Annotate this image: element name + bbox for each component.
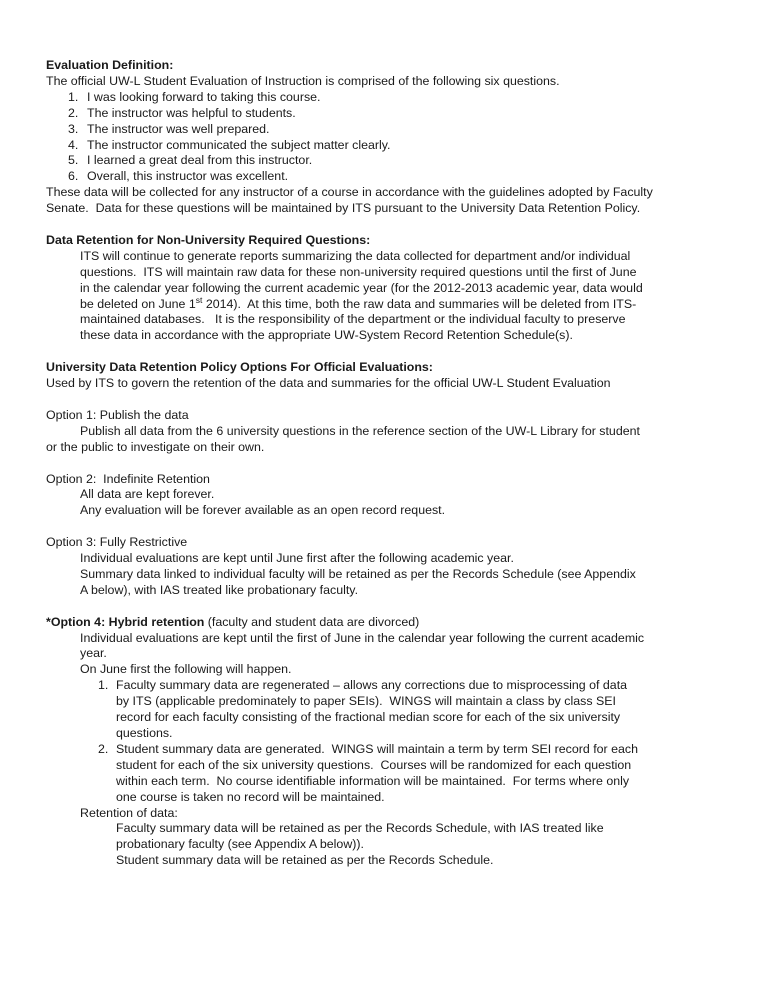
option-3-title [0, 535, 768, 551]
text-line [0, 631, 768, 647]
text-line [0, 774, 768, 790]
text-run: within each term. No course identifiable information will be maintained. For terms where only [116, 773, 630, 788]
text-run: questions. [116, 725, 173, 740]
option-4-title [0, 615, 768, 631]
text-run: these data in accordance with the appropriate UW-System Record Retention Schedule(s). [80, 328, 573, 343]
text-run: Option 1: Publish the data [46, 407, 189, 422]
text-run: 2014). At this time, both the raw data and summaries will be deleted from ITS- [202, 296, 637, 311]
list-number: 3. [68, 121, 79, 136]
question-item [0, 90, 768, 106]
text-run: Any evaluation will be forever available as an open record request. [80, 503, 446, 518]
text-run: I learned a great deal from this instructor. [87, 153, 313, 168]
text-run: probationary faculty (see Appendix A below)). [116, 837, 364, 852]
text-run: The official UW-L Student Evaluation of Instruction is comprised of the following six questions. [46, 73, 560, 88]
retention-of-data-label [0, 806, 768, 822]
text-run: Faculty summary data are regenerated – allows any corrections due to misprocessing of data [116, 678, 628, 693]
blank-line [0, 217, 768, 233]
text-run: one course is taken no record will be maintained. [116, 789, 385, 804]
text-run: Senate. Data for these questions will be maintained by ITS pursuant to the University Data Retention Policy. [46, 201, 641, 216]
text-run: All data are kept forever. [80, 487, 215, 502]
text-line [0, 821, 768, 837]
text-run: I was looking forward to taking this course. [87, 89, 321, 104]
june-first-item [0, 678, 768, 694]
text-line [0, 440, 768, 456]
text-line [0, 567, 768, 583]
blank-line [0, 392, 768, 408]
text-run: Individual evaluations are kept until June first after the following academic year. [80, 551, 514, 566]
heading-data-retention-non-university [0, 233, 768, 249]
text-run: be deleted on June 1 [80, 296, 196, 311]
text-line [0, 328, 768, 344]
text-run: Student summary data will be retained as per the Records Schedule. [116, 853, 494, 868]
text-run: The instructor communicated the subject matter clearly. [87, 137, 391, 152]
list-number: 1. [98, 678, 109, 693]
text-line [0, 294, 768, 313]
text-line [0, 185, 768, 201]
option-1-title [0, 408, 768, 424]
june-first-item [0, 742, 768, 758]
text-run: record for each faculty consisting of the fractional median score for each of the six university [116, 710, 621, 725]
text-run: Option 3: Fully Restrictive [46, 535, 188, 550]
text-run: *Option 4: Hybrid retention [46, 614, 205, 629]
text-line [0, 694, 768, 710]
text-line [0, 376, 768, 392]
heading-university-data-retention-policy [0, 360, 768, 376]
text-run: maintained databases. It is the responsibility of the department or the individual faculty to preserve [80, 312, 626, 327]
text-run: Publish all data from the 6 university questions in the reference section of the UW-L Library for student [80, 423, 640, 438]
text-run: ITS will continue to generate reports summarizing the data collected for department and/or individual [80, 248, 631, 263]
text-run: Faculty summary data will be retained as per the Records Schedule, with IAS treated like [116, 821, 604, 836]
text-run: Option 2: Indefinite Retention [46, 471, 210, 486]
text-line [0, 758, 768, 774]
text-run: Summary data linked to individual faculty will be retained as per the Records Schedule (see Appendix [80, 566, 636, 581]
text-line [0, 710, 768, 726]
text-line [0, 74, 768, 90]
text-line [0, 249, 768, 265]
text-run: (faculty and student data are divorced) [204, 614, 420, 629]
question-item [0, 106, 768, 122]
question-item [0, 169, 768, 185]
option-2-title [0, 472, 768, 488]
list-number: 2. [68, 105, 79, 120]
text-run: st [195, 294, 203, 305]
text-line [0, 312, 768, 328]
list-number: 2. [98, 741, 109, 756]
blank-line [0, 599, 768, 615]
text-run: On June first the following will happen. [80, 662, 292, 677]
text-line [0, 503, 768, 519]
text-run: These data will be collected for any instructor of a course in accordance with the guidelines adopted by Faculty [46, 185, 653, 200]
text-run: Data Retention for Non-University Required Questions: [46, 232, 371, 247]
text-line [0, 487, 768, 503]
question-item [0, 153, 768, 169]
text-line [0, 853, 768, 869]
heading-evaluation-definition [0, 58, 768, 74]
list-number: 6. [68, 169, 79, 184]
text-line [0, 583, 768, 599]
text-run: The instructor was well prepared. [87, 121, 270, 136]
text-run: Used by ITS to govern the retention of the data and summaries for the official UW-L Student Evaluation [46, 376, 611, 391]
text-run: The instructor was helpful to students. [87, 105, 296, 120]
text-run: or the public to investigate on their own. [46, 439, 265, 454]
text-line [0, 201, 768, 217]
text-run: in the calendar year following the current academic year (for the 2012-2013 academic year, data would [80, 280, 643, 295]
text-run: by ITS (applicable predominately to paper SEIs). WINGS will maintain a class by class SEI [116, 694, 616, 709]
text-line [0, 281, 768, 297]
text-run: student for each of the six university questions. Courses will be randomized for each question [116, 757, 632, 772]
question-item [0, 138, 768, 154]
text-run: Individual evaluations are kept until the first of June in the calendar year following the current academic [80, 630, 645, 645]
text-line [0, 551, 768, 567]
text-line [0, 790, 768, 806]
text-line [0, 265, 768, 281]
document-content [0, 58, 768, 869]
text-line [0, 646, 768, 662]
text-run: Overall, this instructor was excellent. [87, 169, 289, 184]
text-run: questions. ITS will maintain raw data for these non-university required questions until the first of June [80, 264, 637, 279]
text-line [0, 726, 768, 742]
text-line [0, 837, 768, 853]
list-number: 5. [68, 153, 79, 168]
text-run: Student summary data are generated. WINGS will maintain a term by term SEI record for each [116, 741, 638, 756]
blank-line [0, 456, 768, 472]
text-line [0, 662, 768, 678]
blank-line [0, 519, 768, 535]
text-run: Retention of data: [80, 805, 178, 820]
list-number: 4. [68, 137, 79, 152]
text-run: Evaluation Definition: [46, 58, 174, 72]
list-number: 1. [68, 89, 79, 104]
text-line [0, 424, 768, 440]
text-run: University Data Retention Policy Options For Official Evaluations: [46, 360, 433, 375]
question-item [0, 122, 768, 138]
text-run: year. [80, 646, 107, 661]
text-run: A below), with IAS treated like probationary faculty. [80, 582, 359, 597]
blank-line [0, 344, 768, 360]
